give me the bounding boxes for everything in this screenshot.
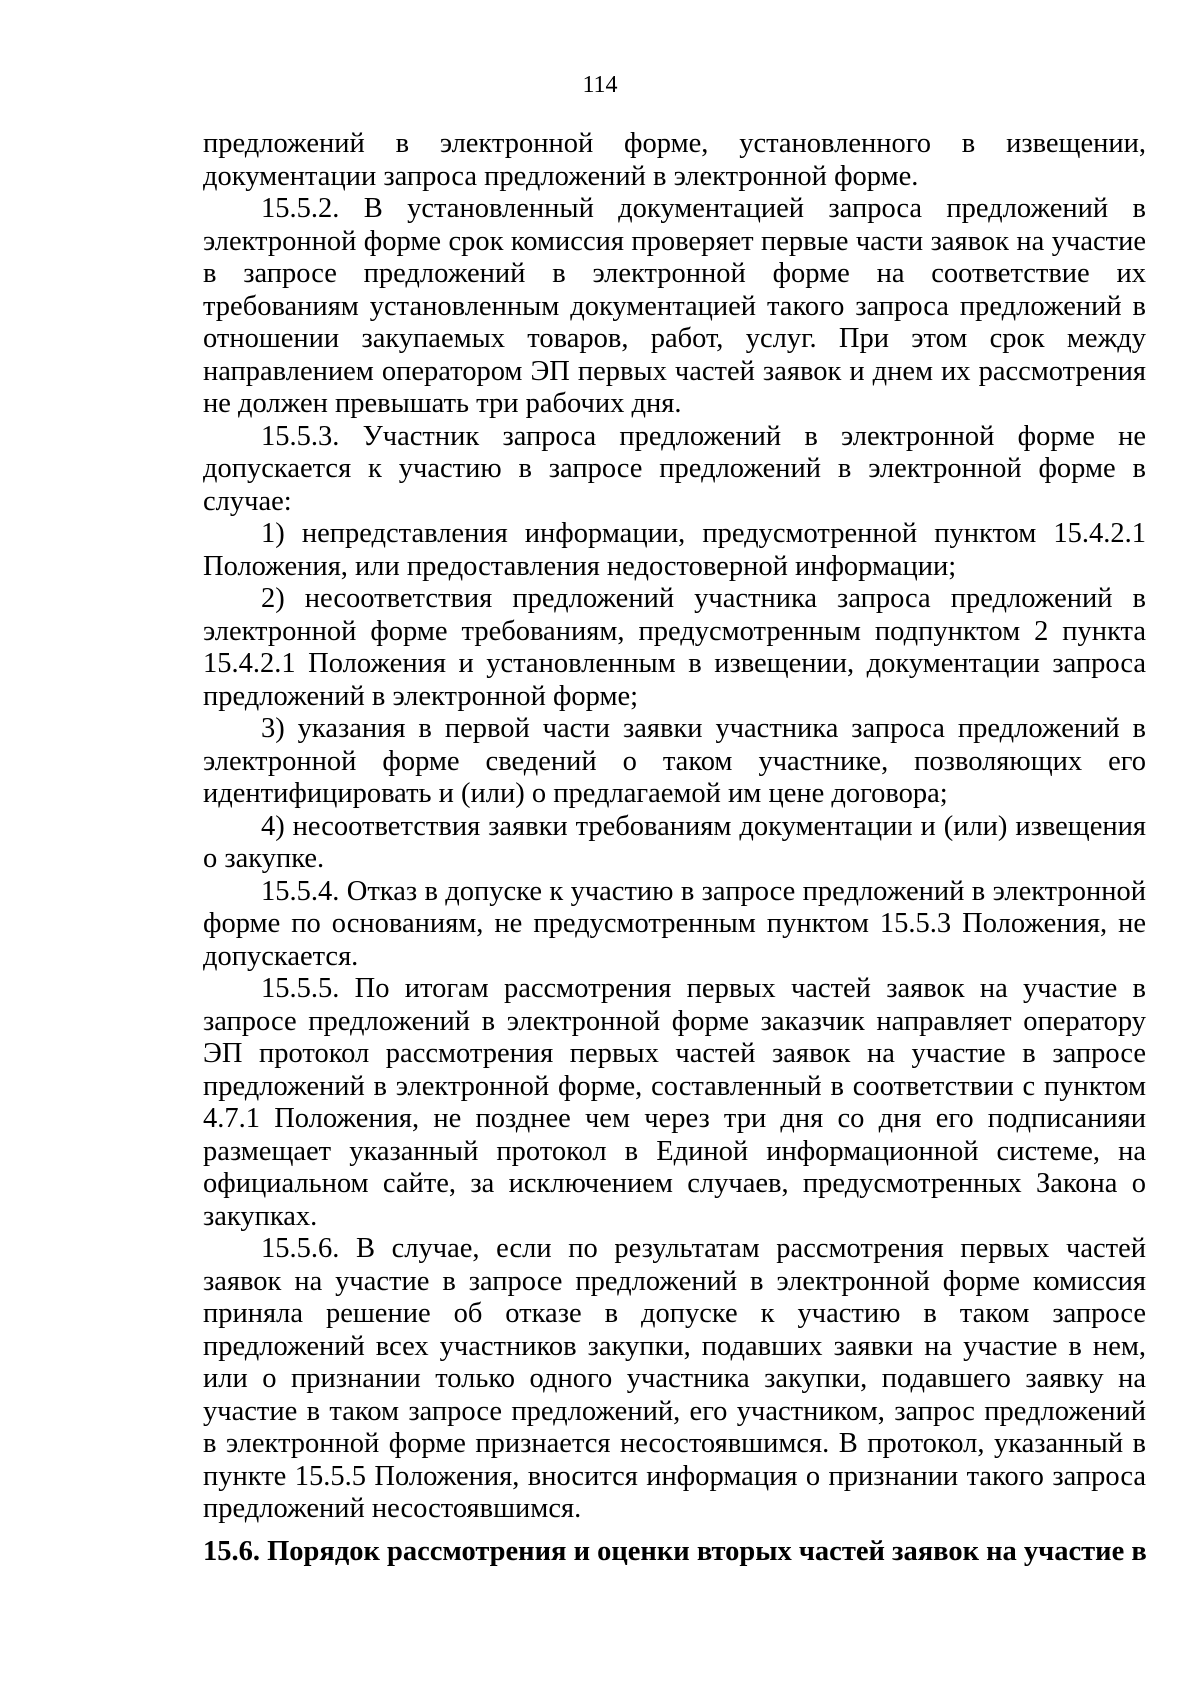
document-body [203, 128, 1146, 1568]
section-heading: 15.6. Порядок рассмотрения и оценки вторых частей заявок на участие в [203, 1535, 1147, 1567]
list-item-2: 2) несоответствия предложений участника запроса предложений в электронной форме требованиям, предусмотренным подпунктом 2 пункта 15.4.2.1 Положения и установленным в извещении, документации запроса предложений в электронной форме; [203, 583, 1146, 712]
paragraph-15-5-3: 15.5.3. Участник запроса предложений в электронной форме не допускается к участию в запросе предложений в электронной форме в случае: [203, 420, 1146, 517]
paragraph-15-5-6: 15.5.6. В случае, если по результатам рассмотрения первых частей заявок на участие в запросе предложений в электронной форме комиссия приняла решение об отказе в допуске к участию в таком запросе предложений всех участников закупки, подавших заявки на участие в нем, или о признании только одного участника закупки, подавшего заявку на участие в таком запросе предложений, его участником, запрос предложений в электронной форме признается несостоявшимся. В протокол, указанный в пункте 15.5.5 Положения, вносится информация о признании такого запроса предложений несостоявшимся. [203, 1233, 1146, 1524]
paragraph-15-5-4: 15.5.4. Отказ в допуске к участию в запросе предложений в электронной форме по основаниям, не предусмотренным пунктом 15.5.3 Положения, не допускается. [203, 875, 1146, 972]
list-item-4: 4) несоответствия заявки требованиям документации и (или) извещения о закупке. [203, 810, 1146, 874]
paragraph-15-5-5: 15.5.5. По итогам рассмотрения первых частей заявок на участие в запросе предложений в электронной форме заказчик направляет оператору ЭП протокол рассмотрения первых частей заявок на участие в запросе предложений в электронной форме, составленный в соответствии с пунктом 4.7.1 Положения, не позднее чем через три дня со дня его подписанияи размещает указанный протокол в Единой информационной системе, на официальном сайте, за исключением случаев, предусмотренных Закона о закупках. [203, 973, 1146, 1232]
paragraph-15-5-2: 15.5.2. В установленный документацией запроса предложений в электронной форме срок комиссия проверяет первые части заявок на участие в запросе предложений в электронной форме на соответствие их требованиям установленным документацией такого запроса предложений в отношении закупаемых товаров, работ, услуг. При этом срок между направлением оператором ЭП первых частей заявок и днем их рассмотрения не должен превышать три рабочих дня. [203, 193, 1146, 419]
list-item-3: 3) указания в первой части заявки участника запроса предложений в электронной форме сведений о таком участнике, позволяющих его идентифицировать и (или) о предлагаемой им цене договора; [203, 713, 1146, 809]
paragraph-continuation: предложений в электронной форме, установленного в извещении, документации запроса предложений в электронной форме. [203, 128, 1146, 192]
page-number: 114 [582, 72, 618, 98]
list-item-1: 1) непредставления информации, предусмотренной пунктом 15.4.2.1 Положения, или предоставления недостоверной информации; [203, 518, 1146, 582]
